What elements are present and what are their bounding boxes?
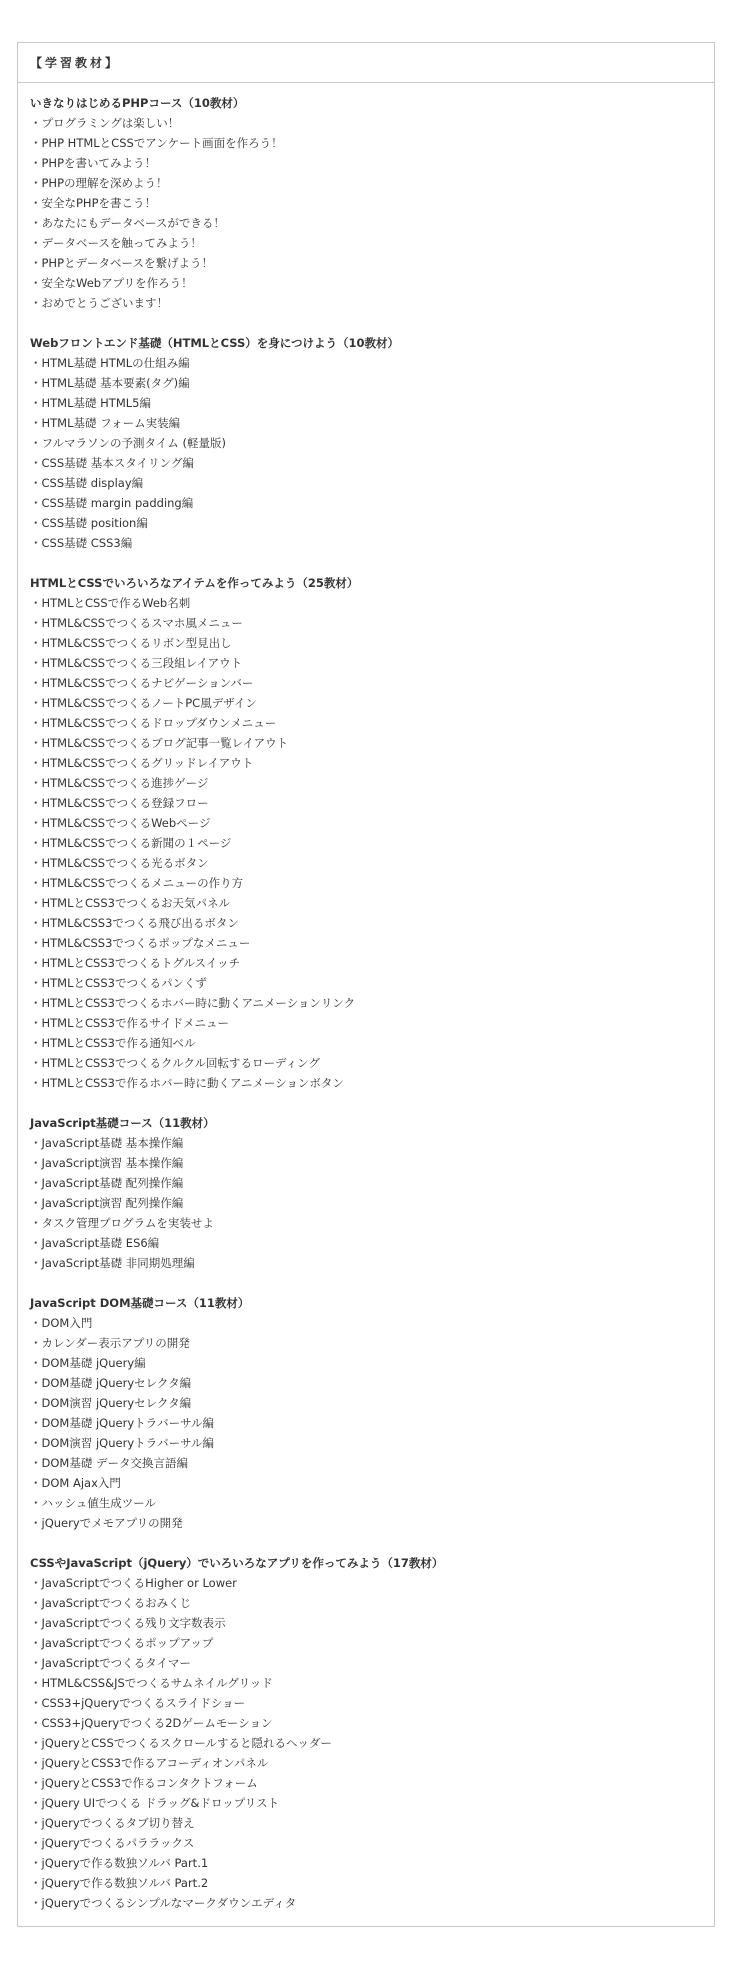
material-item: ・ JavaScriptでつくるHigher or Lower — [30, 1573, 714, 1593]
material-item: ・ CSS基礎 基本スタイリング編 — [30, 453, 714, 473]
material-item: ・ HTML基礎 HTML5編 — [30, 393, 714, 413]
material-item: ・ HTML&CSSでつくる新聞の１ページ — [30, 833, 714, 853]
material-item: ・ HTMLとCSS3でつくるトグルスイッチ — [30, 953, 714, 973]
material-item: ・ 安全なPHPを書こう！ — [30, 193, 714, 213]
material-item: ・ 安全なWebアプリを作ろう！ — [30, 273, 714, 293]
course-title: CSSやJavaScript（jQuery）でいろいろなアプリを作ってみよう（17教材） — [30, 1556, 444, 1570]
material-item: ・ HTML&CSSでつくる進捗ゲージ — [30, 773, 714, 793]
course-section — [30, 1113, 714, 1273]
material-item: ・ DOM基礎 jQueryセレクタ編 — [30, 1373, 714, 1393]
material-item: ・ jQuery UIでつくる ドラッグ&ドロップリスト — [30, 1793, 714, 1813]
material-item: ・ HTML&CSS3でつくるポップなメニュー — [30, 933, 714, 953]
material-item: ・ DOM基礎 jQueryトラバーサル編 — [30, 1413, 714, 1433]
material-item: ・ HTML&CSS3でつくる飛び出るボタン — [30, 913, 714, 933]
material-item: ・ タスク管理プログラムを実装せよ — [30, 1213, 714, 1233]
material-item: ・ CSS3+jQueryでつくるスライドショー — [30, 1693, 714, 1713]
material-item: ・ JavaScriptでつくるポップアップ — [30, 1633, 714, 1653]
course-section — [30, 1293, 714, 1533]
material-item: ・ データベースを触ってみよう！ — [30, 233, 714, 253]
material-item: ・ HTML&CSSでつくるスマホ風メニュー — [30, 613, 714, 633]
material-item: ・ PHPを書いてみよう！ — [30, 153, 714, 173]
material-item: ・ HTML&CSSでつくるドロップダウンメニュー — [30, 713, 714, 733]
material-item: ・ HTML&CSS&JSでつくるサムネイルグリッド — [30, 1673, 714, 1693]
material-item: ・ jQueryで作る数独ソルバ Part.1 — [30, 1853, 714, 1873]
materials-box — [17, 42, 715, 1927]
material-item: ・ HTMLとCSS3で作るホバー時に動くアニメーションボタン — [30, 1073, 714, 1093]
material-item: ・ JavaScriptでつくるタイマー — [30, 1653, 714, 1673]
material-item: ・ jQueryとCSS3で作るアコーディオンパネル — [30, 1753, 714, 1773]
material-item: ・ HTMLとCSS3でつくるパンくず — [30, 973, 714, 993]
material-item: ・ jQueryでメモアプリの開発 — [30, 1513, 714, 1533]
material-item: ・ DOM基礎 jQuery編 — [30, 1353, 714, 1373]
material-item: ・ HTML基礎 フォーム実装編 — [30, 413, 714, 433]
course-title: Webフロントエンド基礎（HTMLとCSS）を身につけよう（10教材） — [30, 336, 400, 350]
material-item: ・ HTML&CSSでつくるグリッドレイアウト — [30, 753, 714, 773]
course-title: いきなりはじめるPHPコース（10教材） — [30, 96, 245, 110]
material-item: ・ jQueryとCSSでつくるスクロールすると隠れるヘッダー — [30, 1733, 714, 1753]
material-item: ・ PHP HTMLとCSSでアンケート画面を作ろう！ — [30, 133, 714, 153]
course-section — [30, 93, 714, 313]
material-item: ・ JavaScript演習 配列操作編 — [30, 1193, 714, 1213]
material-item: ・ HTML&CSSでつくる登録フロー — [30, 793, 714, 813]
materials-list — [18, 83, 714, 1913]
material-item: ・ HTML基礎 基本要素(タグ)編 — [30, 373, 714, 393]
material-item: ・ PHPとデータベースを繋げよう！ — [30, 253, 714, 273]
material-item: ・ DOM Ajax入門 — [30, 1473, 714, 1493]
material-item: ・ JavaScript基礎 基本操作編 — [30, 1133, 714, 1153]
material-item: ・ JavaScriptでつくるおみくじ — [30, 1593, 714, 1613]
material-item: ・ HTMLとCSS3でつくるクルクル回転するローディング — [30, 1053, 714, 1073]
material-item: ・ CSS基礎 CSS3編 — [30, 533, 714, 553]
material-item: ・ JavaScript基礎 非同期処理編 — [30, 1253, 714, 1273]
material-item: ・ HTML&CSSでつくる三段組レイアウト — [30, 653, 714, 673]
course-section — [30, 333, 714, 553]
material-item: ・ HTMLとCSS3でつくるお天気パネル — [30, 893, 714, 913]
material-item: ・ jQueryでつくるシンプルなマークダウンエディタ — [30, 1893, 714, 1913]
material-item: ・ HTML基礎 HTMLの仕組み編 — [30, 353, 714, 373]
material-item: ・ DOM演習 jQueryトラバーサル編 — [30, 1433, 714, 1453]
materials-title: 【学習教材】 — [30, 56, 121, 70]
material-item: ・ jQueryでつくるパララックス — [30, 1833, 714, 1853]
material-item: ・ プログラミングは楽しい！ — [30, 113, 714, 133]
course-section — [30, 573, 714, 1093]
material-item: ・ HTML&CSSでつくるナビゲーションバー — [30, 673, 714, 693]
material-item: ・ CSS基礎 position編 — [30, 513, 714, 533]
material-item: ・ jQueryでつくるタブ切り替え — [30, 1813, 714, 1833]
material-item: ・ DOM基礎 データ交換言語編 — [30, 1453, 714, 1473]
material-item: ・ DOM入門 — [30, 1313, 714, 1333]
material-item: ・ おめでとうございます！ — [30, 293, 714, 313]
material-item: ・ HTML&CSSでつくるWebページ — [30, 813, 714, 833]
material-item: ・ HTML&CSSでつくるブログ記事一覧レイアウト — [30, 733, 714, 753]
course-section — [30, 1553, 714, 1913]
course-title: JavaScript基礎コース（11教材） — [30, 1116, 215, 1130]
material-item: ・ jQueryとCSS3で作るコンタクトフォーム — [30, 1773, 714, 1793]
material-item: ・ CSS3+jQueryでつくる2Dゲームモーション — [30, 1713, 714, 1733]
material-item: ・ jQueryで作る数独ソルバ Part.2 — [30, 1873, 714, 1893]
material-item: ・ JavaScriptでつくる残り文字数表示 — [30, 1613, 714, 1633]
material-item: ・ HTMLとCSS3でつくるホバー時に動くアニメーションリンク — [30, 993, 714, 1013]
material-item: ・ JavaScript基礎 配列操作編 — [30, 1173, 714, 1193]
material-item: ・ ハッシュ値生成ツール — [30, 1493, 714, 1513]
material-item: ・ JavaScript基礎 ES6編 — [30, 1233, 714, 1253]
material-item: ・ CSS基礎 display編 — [30, 473, 714, 493]
course-title: HTMLとCSSでいろいろなアイテムを作ってみよう（25教材） — [30, 576, 359, 590]
material-item: ・ HTMLとCSSで作るWeb名刺 — [30, 593, 714, 613]
material-item: ・ カレンダー表示アプリの開発 — [30, 1333, 714, 1353]
material-item: ・ あなたにもデータベースができる！ — [30, 213, 714, 233]
material-item: ・ HTMLとCSS3で作るサイドメニュー — [30, 1013, 714, 1033]
course-title: JavaScript DOM基礎コース（11教材） — [30, 1296, 250, 1310]
material-item: ・ HTML&CSSでつくるリボン型見出し — [30, 633, 714, 653]
material-item: ・ フルマラソンの予測タイム (軽量版) — [30, 433, 714, 453]
material-item: ・ DOM演習 jQueryセレクタ編 — [30, 1393, 714, 1413]
material-item: ・ JavaScript演習 基本操作編 — [30, 1153, 714, 1173]
materials-header — [18, 43, 714, 83]
material-item: ・ PHPの理解を深めよう！ — [30, 173, 714, 193]
material-item: ・ HTML&CSSでつくるメニューの作り方 — [30, 873, 714, 893]
material-item: ・ CSS基礎 margin padding編 — [30, 493, 714, 513]
material-item: ・ HTML&CSSでつくるノートPC風デザイン — [30, 693, 714, 713]
material-item: ・ HTMLとCSS3で作る通知ベル — [30, 1033, 714, 1053]
material-item: ・ HTML&CSSでつくる光るボタン — [30, 853, 714, 873]
